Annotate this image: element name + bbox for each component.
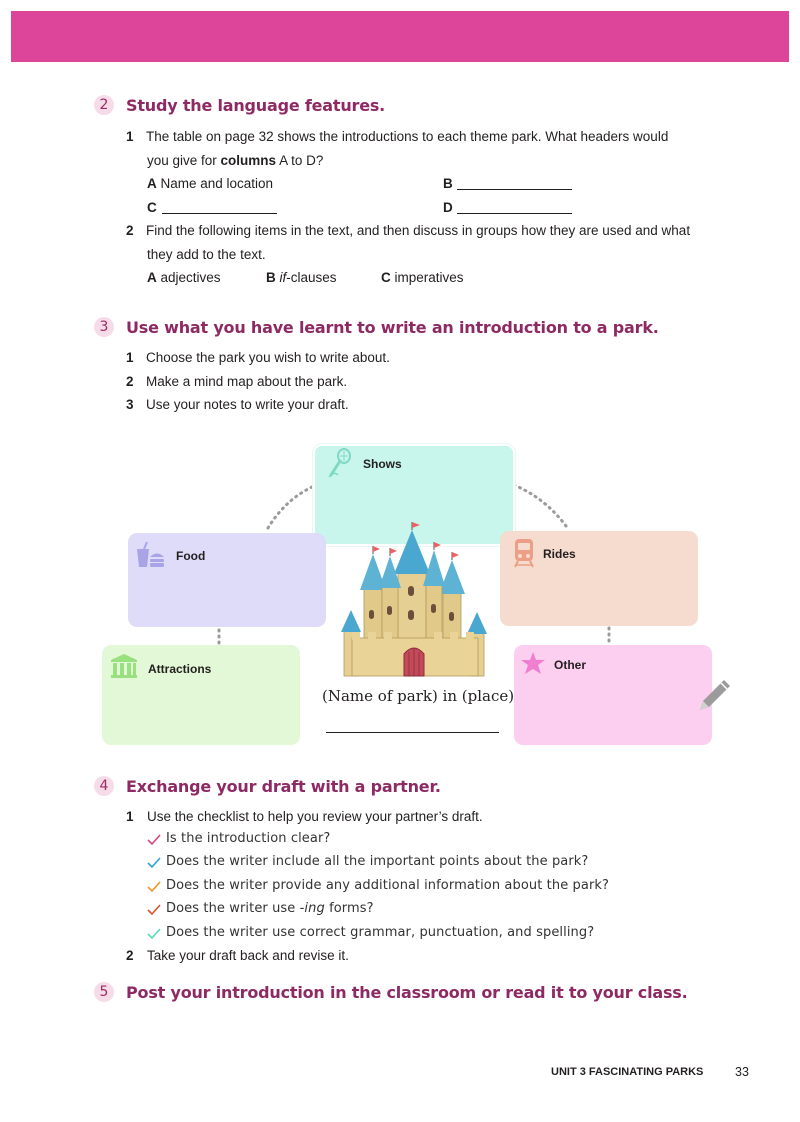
item-a-adjectives: A adjectives — [147, 270, 221, 285]
footer-unit-title: UNIT 3 FASCINATING PARKS — [551, 1066, 704, 1078]
section-2-number: 2 — [94, 95, 114, 115]
checklist-item: Is the introduction clear? — [166, 831, 331, 846]
microphone-icon — [326, 447, 354, 479]
column-b-blank[interactable] — [457, 189, 572, 190]
pencil-icon — [696, 676, 734, 714]
check-icon[interactable] — [146, 855, 162, 871]
check-icon[interactable] — [146, 902, 162, 918]
section-5-title: Post your introduction in the classroom or read it to your class. — [126, 983, 688, 1002]
column-d-letter: D — [443, 200, 453, 215]
check-icon[interactable] — [146, 879, 162, 895]
check-icon[interactable] — [146, 926, 162, 942]
food-label: Food — [176, 549, 206, 563]
section-4-number: 4 — [94, 776, 114, 796]
top-color-band — [11, 11, 789, 62]
castle-illustration — [338, 520, 490, 680]
question-text-continued: you give for columns A to D? — [147, 153, 324, 168]
park-name-prompt: (Name of park) in (place) — [322, 687, 515, 705]
train-icon — [512, 537, 536, 569]
question-text-continued: they add to the text. — [147, 247, 266, 262]
column-c-letter: C — [147, 200, 157, 215]
checklist-item: Does the writer provide any additional information about the park? — [166, 878, 610, 893]
section-4-title: Exchange your draft with a partner. — [126, 777, 441, 796]
step-text: Make a mind map about the park. — [146, 374, 348, 389]
item-number: 2 — [126, 374, 134, 389]
item-number: 1 — [126, 350, 134, 365]
star-icon — [520, 651, 546, 675]
column-d-blank[interactable] — [457, 213, 572, 214]
item-number: 1 — [126, 809, 134, 824]
checklist-item: Does the writer use -ing forms? — [166, 901, 374, 916]
item-b-if-clauses: B if-clauses — [266, 270, 337, 285]
step-text: Choose the park you wish to write about. — [146, 350, 390, 365]
step-text: Use your notes to write your draft. — [146, 397, 349, 412]
section-2-title: Study the language features. — [126, 96, 386, 115]
item-number: 2 — [126, 223, 134, 238]
food-icon — [135, 541, 165, 569]
column-a-answer: A Name and location — [147, 176, 274, 191]
section-5-number: 5 — [94, 982, 114, 1002]
question-text: Find the following items in the text, and then discuss in groups how they are used and what — [146, 223, 691, 238]
column-c-blank[interactable] — [162, 213, 277, 214]
checklist-item: Does the writer include all the important points about the park? — [166, 854, 589, 869]
step-text: Take your draft back and revise it. — [147, 948, 349, 963]
connector-food-shows — [268, 487, 312, 528]
item-number: 1 — [126, 129, 134, 144]
section-3-title: Use what you have learnt to write an introduction to a park. — [126, 318, 659, 337]
question-text: The table on page 32 shows the introductions to each theme park. What headers would — [146, 129, 669, 144]
step-text: Use the checklist to help you review your partner’s draft. — [147, 809, 483, 824]
section-3-number: 3 — [94, 317, 114, 337]
other-label: Other — [554, 658, 587, 672]
park-name-blank[interactable] — [326, 732, 499, 733]
item-number: 3 — [126, 397, 134, 412]
shows-label: Shows — [363, 457, 402, 471]
rides-label: Rides — [543, 547, 576, 561]
check-icon[interactable] — [146, 832, 162, 848]
page-number: 33 — [735, 1065, 749, 1079]
item-number: 2 — [126, 948, 134, 963]
connector-shows-rides — [514, 485, 566, 526]
attractions-label: Attractions — [148, 662, 212, 676]
checklist-item: Does the writer use correct grammar, punctuation, and spelling? — [166, 925, 595, 940]
item-c-imperatives: C imperatives — [381, 270, 464, 285]
museum-icon — [110, 654, 138, 678]
column-b-letter: B — [443, 176, 453, 191]
